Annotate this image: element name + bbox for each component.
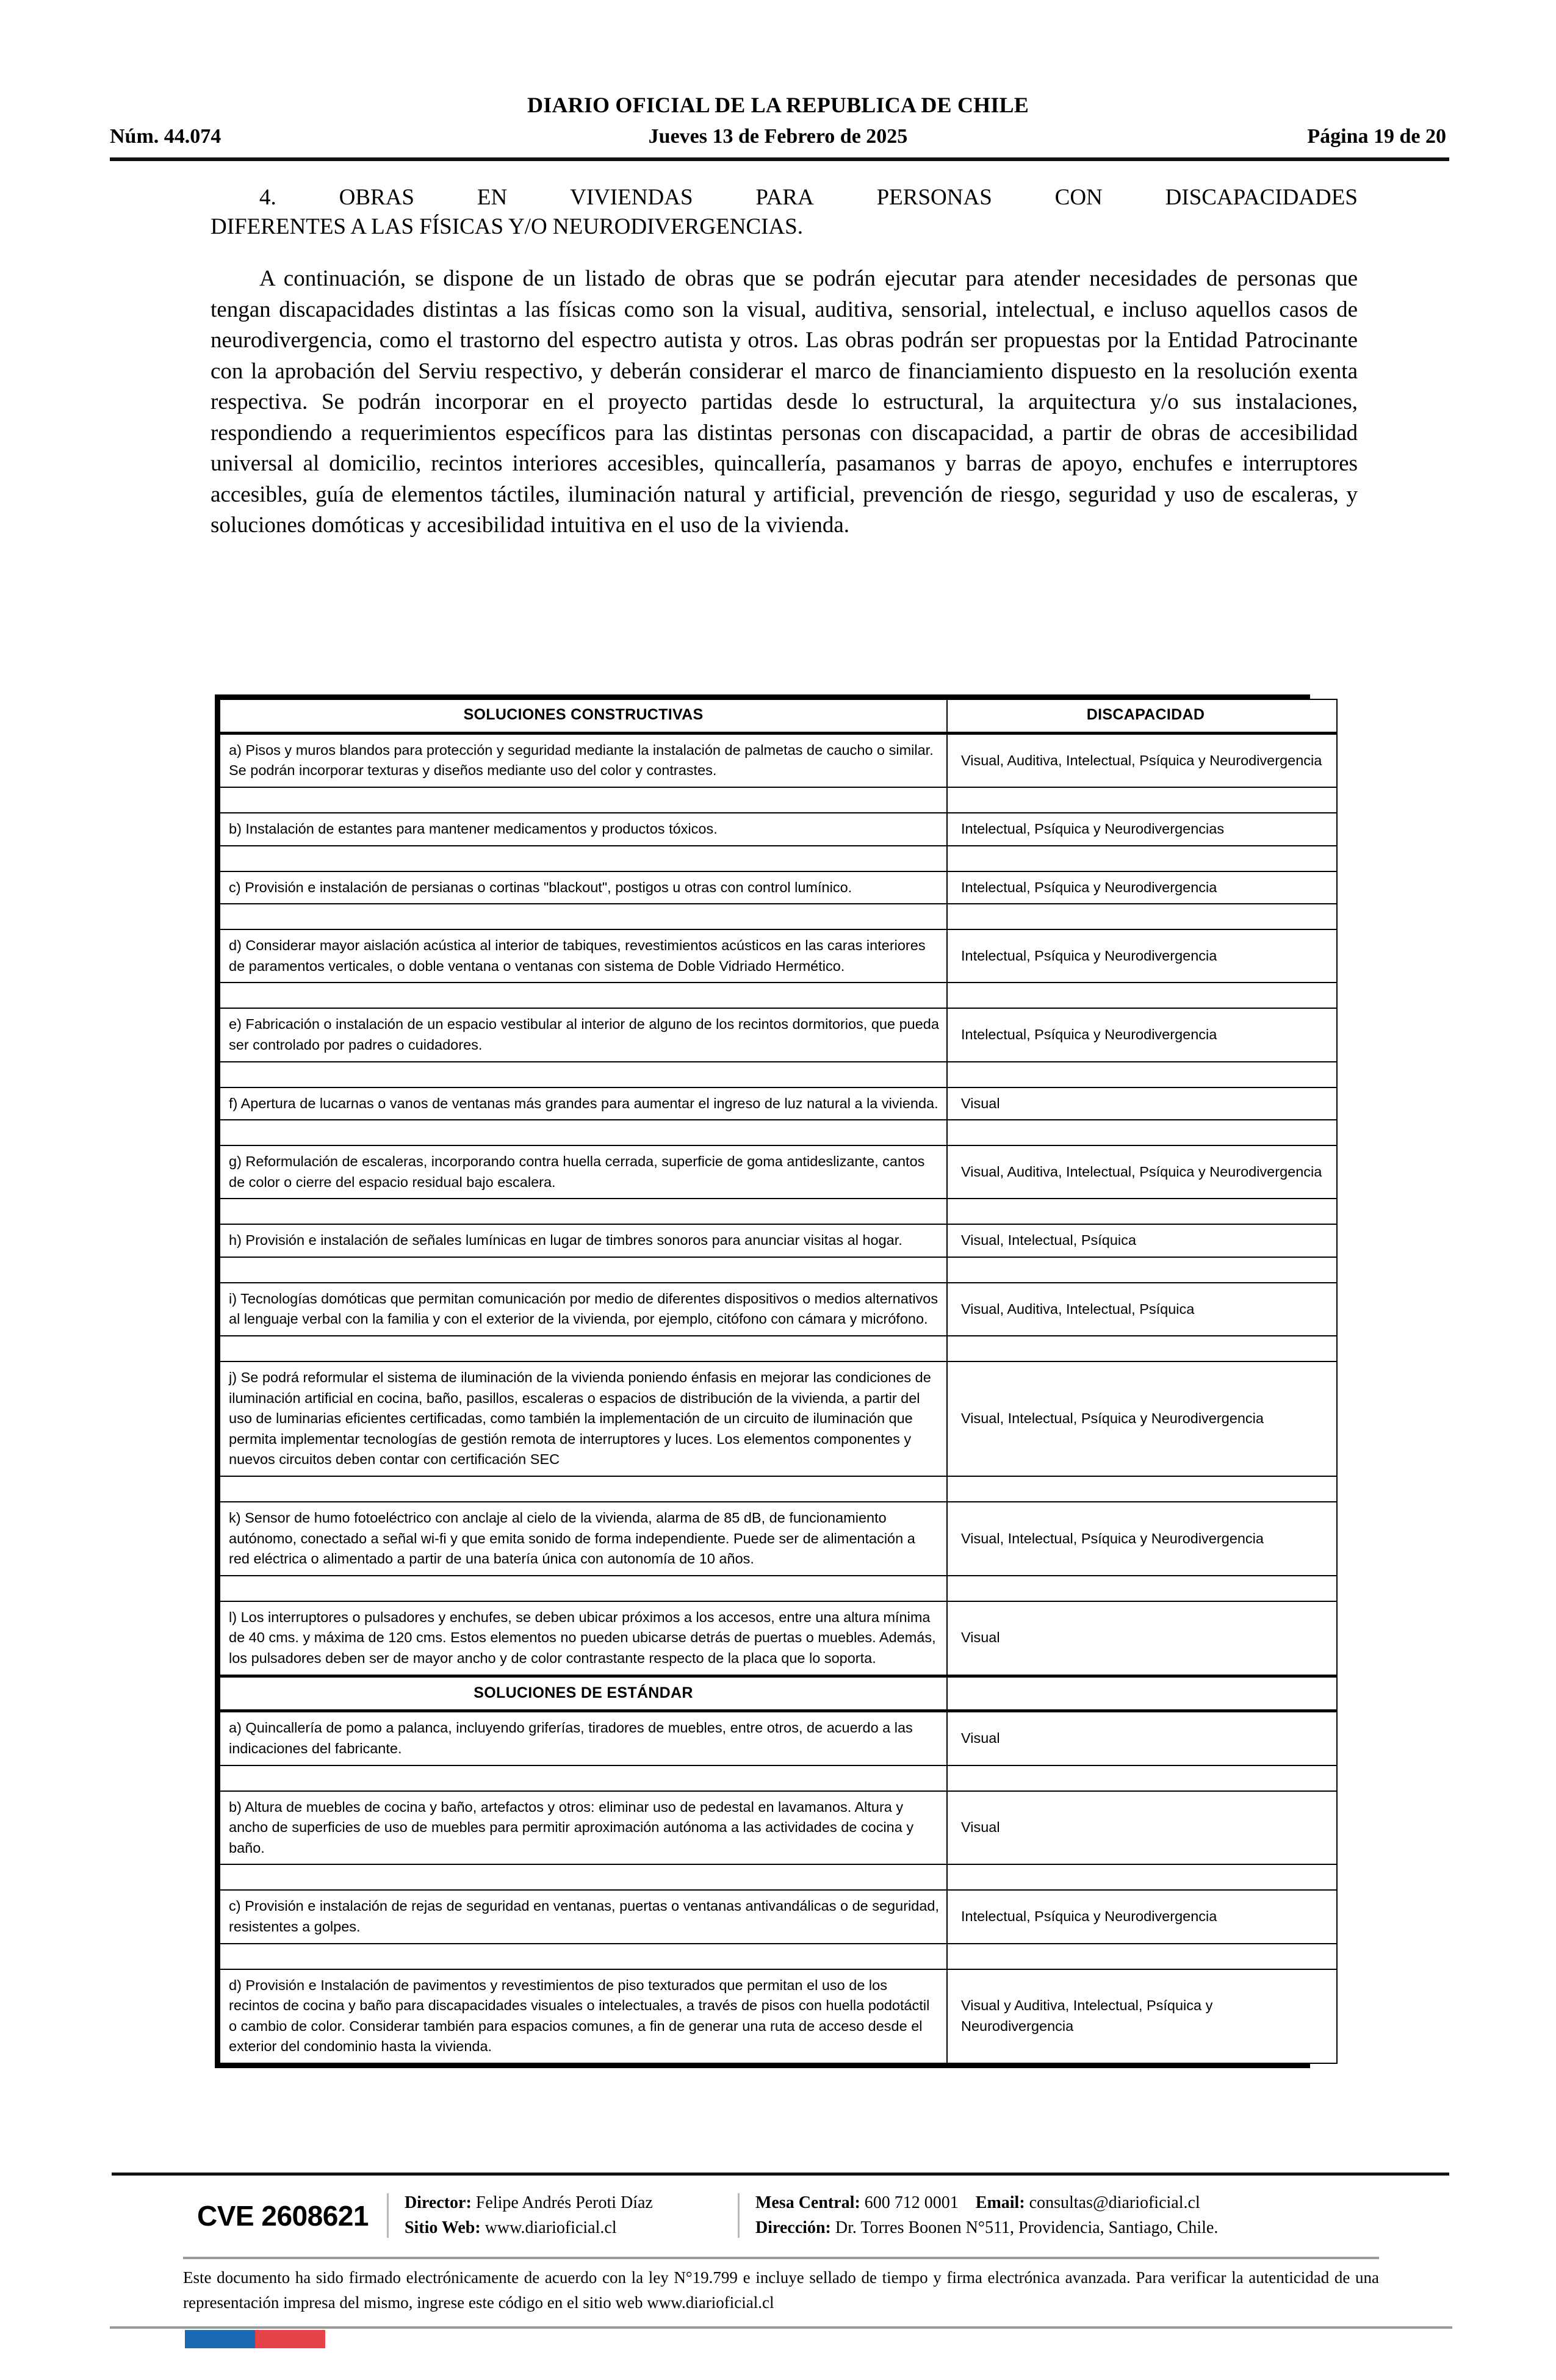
spacer-cell <box>947 1120 1337 1145</box>
table-spacer-row <box>220 1336 1337 1361</box>
column-header-soluciones: SOLUCIONES CONSTRUCTIVAS <box>220 699 947 733</box>
table-row <box>220 1087 1337 1120</box>
spacer-cell <box>947 983 1337 1008</box>
table-spacer-row <box>220 1576 1337 1601</box>
disability-cell: Intelectual, Psíquica y Neurodivergencias <box>947 813 1337 846</box>
email-label: Email: <box>975 2193 1025 2212</box>
publication-title: DIARIO OFICIAL DE LA REPUBLICA DE CHILE <box>527 93 1029 117</box>
flag-blue-segment <box>185 2330 255 2348</box>
table-spacer-row <box>220 1476 1337 1502</box>
disability-cell: Intelectual, Psíquica y Neurodivergencia <box>947 1890 1337 1943</box>
disability-cell: Visual, Intelectual, Psíquica y Neurodivergencia <box>947 1361 1337 1476</box>
footer-divider <box>112 2173 1449 2176</box>
spacer-cell <box>947 846 1337 871</box>
spacer-cell <box>947 1576 1337 1601</box>
section-heading <box>211 183 1358 242</box>
heading-word-3: PARA <box>755 185 814 210</box>
table-row <box>220 929 1337 983</box>
solution-cell: d) Provisión e Instalación de pavimentos y revestimientos de piso texturados que permitan el uso de los recintos de cocina y baño para discapacidades visuales o intelectuales, a través de pisos con huella podotáctil o cambio de color. Considerar también para espacios comunes, a fin de generar una ruta de acceso desde el exterior del condominio hasta la vivienda. <box>220 1969 947 2063</box>
section-number: 4. <box>259 185 276 210</box>
spacer-cell <box>220 983 947 1008</box>
disability-cell: Visual, Auditiva, Intelectual, Psíquica y Neurodivergencia <box>947 733 1337 787</box>
disability-cell: Visual <box>947 1087 1337 1120</box>
disability-cell: Visual y Auditiva, Intelectual, Psíquica y Neurodivergencia <box>947 1969 1337 2063</box>
address-label: Dirección: <box>755 2218 831 2237</box>
table-row <box>220 871 1337 904</box>
spacer-cell <box>220 1336 947 1361</box>
solution-cell: e) Fabricación o instalación de un espacio vestibular al interior de alguno de los recintos dormitorios, que pueda ser controlado por padres o cuidadores. <box>220 1008 947 1061</box>
disability-cell: Visual, Auditiva, Intelectual, Psíquica <box>947 1283 1337 1336</box>
table-spacer-row <box>220 983 1337 1008</box>
table-row <box>220 1145 1337 1199</box>
table-row <box>220 1008 1337 1061</box>
spacer-cell <box>220 1257 947 1283</box>
footer-contact-column <box>740 2191 1308 2240</box>
intro-paragraph: A continuación, se dispone de un listado de obras que se podrán ejecutar para atender necesidades de personas que tengan discapacidades distintas a las físicas como son la visual, auditiva, sensorial, intelectual, e incluso aquellos casos de neurodivergencia, como el trastorno del espectro autista y otros. Las obras podrán ser propuestas por la Entidad Patrocinante con la aprobación del Serviu respectivo, y deberán considerar el marco de financiamiento dispuesto en la resolución exenta respectiva. Se podrán incorporar en el proyecto partidas desde lo estructural, la arquitectura y/o sus instalaciones, respondiendo a requerimientos específicos para las distintas personas con discapacidad, a partir de obras de accesibilidad universal al domicilio, recintos interiores accesibles, quincallería, pasamanos y barras de apoyo, enchufes e interruptores accesibles, guía de elementos táctiles, iluminación natural y artificial, prevención de riesgo, seguridad y uso de escaleras, y soluciones domóticas y accesibilidad intuitiva en el uso de la vivienda. <box>211 266 1358 538</box>
solution-cell: d) Considerar mayor aislación acústica al interior de tabiques, revestimientos acústicos en las caras interiores de paramentos verticales, o doble ventana o ventanas con sistema de Doble Vidriado Hermético. <box>220 929 947 983</box>
solution-cell: a) Quincallería de pomo a palanca, incluyendo griferías, tiradores de muebles, entre otros, de acuerdo a las indicaciones del fabricante. <box>220 1711 947 1765</box>
chile-flag-bar <box>185 2330 325 2348</box>
spacer-cell <box>220 1476 947 1502</box>
solution-cell: h) Provisión e instalación de señales lumínicas en lugar de timbres sonoros para anunciar visitas al hogar. <box>220 1224 947 1257</box>
heading-word-2: VIVIENDAS <box>570 185 693 210</box>
solution-cell: l) Los interruptores o pulsadores y enchufes, se deben ubicar próximos a los accesos, entre una altura mínima de 40 cms. y máxima de 120 cms. Estos elementos no pueden ubicarse detrás de puertas o muebles. Además, los pulsadores deben ser de mayor ancho y de color contrastante respecto de la placa que lo soporta. <box>220 1601 947 1676</box>
page-footer <box>112 2185 1449 2240</box>
spacer-cell <box>220 1120 947 1145</box>
heading-word-6: DISCAPACIDADES <box>1165 185 1358 210</box>
document-content <box>211 183 1358 541</box>
director-label: Director: <box>404 2193 472 2212</box>
solutions-table <box>219 699 1338 2064</box>
table-spacer-row <box>220 787 1337 813</box>
heading-word-4: PERSONAS <box>876 185 992 210</box>
table-row <box>220 1224 1337 1257</box>
publication-date: Jueves 13 de Febrero de 2025 <box>648 125 908 148</box>
spacer-cell <box>947 1944 1337 1969</box>
disability-cell: Visual <box>947 1711 1337 1765</box>
mesa-central-line <box>755 2191 1292 2216</box>
column-header-discapacidad: DISCAPACIDAD <box>947 699 1337 733</box>
spacer-cell <box>220 1864 947 1890</box>
disability-cell: Visual, Intelectual, Psíquica <box>947 1224 1337 1257</box>
address-value: Dr. Torres Boonen N°511, Providencia, Santiago, Chile. <box>835 2218 1219 2237</box>
flag-red-segment <box>255 2330 325 2348</box>
table-spacer-row <box>220 846 1337 871</box>
email-value[interactable]: consultas@diarioficial.cl <box>1029 2193 1200 2212</box>
spacer-cell <box>220 1062 947 1087</box>
solution-cell: j) Se podrá reformular el sistema de iluminación de la vivienda poniendo énfasis en mejorar las condiciones de iluminación artificial en cocina, baño, pasillos, escaleras o espacios de distribución de la vivienda, a partir del uso de luminarias eficientes certificadas, como también la implementación de un circuito de iluminación que permita implementar tecnologías de gestión remota de interruptores y luces. Los elementos componentes y nuevos circuitos deben contar con certificación SEC <box>220 1361 947 1476</box>
solution-cell: a) Pisos y muros blandos para protección y seguridad mediante la instalación de palmetas de caucho o similar. Se podrán incorporar texturas y diseños mediante uso del color y contrastes. <box>220 733 947 787</box>
spacer-cell <box>947 1765 1337 1791</box>
spacer-cell <box>947 1864 1337 1890</box>
solution-cell: b) Instalación de estantes para mantener medicamentos y productos tóxicos. <box>220 813 947 846</box>
issue-number: Núm. 44.074 <box>110 125 222 148</box>
disability-cell: Visual, Intelectual, Psíquica y Neurodivergencia <box>947 1502 1337 1576</box>
table-header-row <box>220 699 1337 733</box>
legal-divider-bottom <box>110 2326 1452 2329</box>
solution-cell: g) Reformulación de escaleras, incorporando contra huella cerrada, superficie de goma antideslizante, cantos de color o cierre del espacio residual bajo escalera. <box>220 1145 947 1199</box>
website-label: Sitio Web: <box>404 2218 481 2237</box>
spacer-cell <box>947 1476 1337 1502</box>
table-spacer-row <box>220 1120 1337 1145</box>
spacer-cell <box>947 1199 1337 1224</box>
disability-cell: Intelectual, Psíquica y Neurodivergencia <box>947 929 1337 983</box>
page-number-label: Página 19 de 20 <box>1307 125 1446 148</box>
disability-cell: Visual, Auditiva, Intelectual, Psíquica y Neurodivergencia <box>947 1145 1337 1199</box>
website-line <box>405 2216 722 2241</box>
spacer-cell <box>220 787 947 813</box>
table-spacer-row <box>220 1062 1337 1087</box>
table-spacer-row <box>220 1944 1337 1969</box>
table-row <box>220 1969 1337 2063</box>
spacer-cell <box>220 846 947 871</box>
website-value[interactable]: www.diarioficial.cl <box>484 2218 617 2237</box>
table-spacer-row <box>220 1199 1337 1224</box>
disability-cell: Visual <box>947 1791 1337 1865</box>
spacer-cell <box>947 787 1337 813</box>
director-value: Felipe Andrés Peroti Díaz <box>475 2193 653 2212</box>
table-row <box>220 1711 1337 1765</box>
spacer-cell <box>220 1944 947 1969</box>
table-spacer-row <box>220 1765 1337 1791</box>
spacer-cell <box>947 1257 1337 1283</box>
header-meta-row <box>110 125 1446 148</box>
subsection-header-empty-cell <box>947 1676 1337 1711</box>
heading-word-5: CON <box>1054 185 1103 210</box>
page-header <box>110 92 1446 148</box>
spacer-cell <box>947 904 1337 929</box>
spacer-cell <box>947 1062 1337 1087</box>
header-divider <box>110 157 1449 161</box>
mesa-central-value: 600 712 0001 <box>864 2193 959 2212</box>
table-spacer-row <box>220 1864 1337 1890</box>
solutions-table-container <box>215 694 1322 2068</box>
table-row <box>220 1601 1337 1676</box>
solution-cell: c) Provisión e instalación de persianas o cortinas "blackout", postigos u otras con control lumínico. <box>220 871 947 904</box>
spacer-cell <box>220 1576 947 1601</box>
spacer-cell <box>947 1336 1337 1361</box>
table-row <box>220 1283 1337 1336</box>
director-line <box>405 2191 722 2216</box>
cve-code: CVE 2608621 <box>197 2199 369 2232</box>
disability-cell: Intelectual, Psíquica y Neurodivergencia <box>947 1008 1337 1061</box>
table-spacer-row <box>220 1257 1337 1283</box>
section-heading-line-2: DIFERENTES A LAS FÍSICAS Y/O NEURODIVERGENCIAS. <box>211 214 803 240</box>
spacer-cell <box>220 1199 947 1224</box>
disability-cell: Intelectual, Psíquica y Neurodivergencia <box>947 871 1337 904</box>
solution-cell: f) Apertura de lucarnas o vanos de ventanas más grandes para aumentar el ingreso de luz natural a la vivienda. <box>220 1087 947 1120</box>
table-row <box>220 1361 1337 1476</box>
solution-cell: k) Sensor de humo fotoeléctrico con anclaje al cielo de la vivienda, alarma de 85 dB, de funcionamiento autónomo, conectado a señal wi-fi y que emita sonido de forma independiente. Puede ser de alimentación a red eléctrica o alimentado a partir de una batería única con autonomía de 10 años. <box>220 1502 947 1576</box>
table-row <box>220 813 1337 846</box>
table-row <box>220 1791 1337 1865</box>
heading-word-1: EN <box>477 185 508 210</box>
table-row <box>220 733 1337 787</box>
section-heading-line-1 <box>211 183 1358 212</box>
solution-cell: b) Altura de muebles de cocina y baño, artefactos y otros: eliminar uso de pedestal en lavamanos. Altura y ancho de superficies de uso de muebles para permitir aproximación autónoma a las actividades de cocina y baño. <box>220 1791 947 1865</box>
disability-cell: Visual <box>947 1601 1337 1676</box>
subsection-header-estandar: SOLUCIONES DE ESTÁNDAR <box>220 1676 947 1711</box>
legal-notice: Este documento ha sido firmado electrónicamente de acuerdo con la ley N°19.799 e incluye sellado de tiempo y firma electrónica avanzada. Para verificar la autenticidad de una representación impresa del mismo, ingrese este código en el sitio web www.diarioficial.cl <box>183 2268 1379 2312</box>
table-row <box>220 1502 1337 1576</box>
footer-director-column <box>389 2191 738 2240</box>
spacer-cell <box>220 1765 947 1791</box>
solution-cell: i) Tecnologías domóticas que permitan comunicación por medio de diferentes dispositivos o medios alternativos al lenguaje verbal con la familia y con el exterior de la vivienda, por ejemplo, citófono con cámara y micrófono. <box>220 1283 947 1336</box>
mesa-central-label: Mesa Central: <box>755 2193 860 2212</box>
spacer-cell <box>220 904 947 929</box>
table-spacer-row <box>220 904 1337 929</box>
table-subsection-header-row <box>220 1676 1337 1711</box>
heading-word-0: OBRAS <box>339 185 415 210</box>
legal-divider-top <box>183 2257 1379 2259</box>
table-row <box>220 1890 1337 1943</box>
address-line <box>755 2216 1292 2241</box>
solution-cell: c) Provisión e instalación de rejas de seguridad en ventanas, puertas o ventanas antivandálicas o de seguridad, resistentes a golpes. <box>220 1890 947 1943</box>
